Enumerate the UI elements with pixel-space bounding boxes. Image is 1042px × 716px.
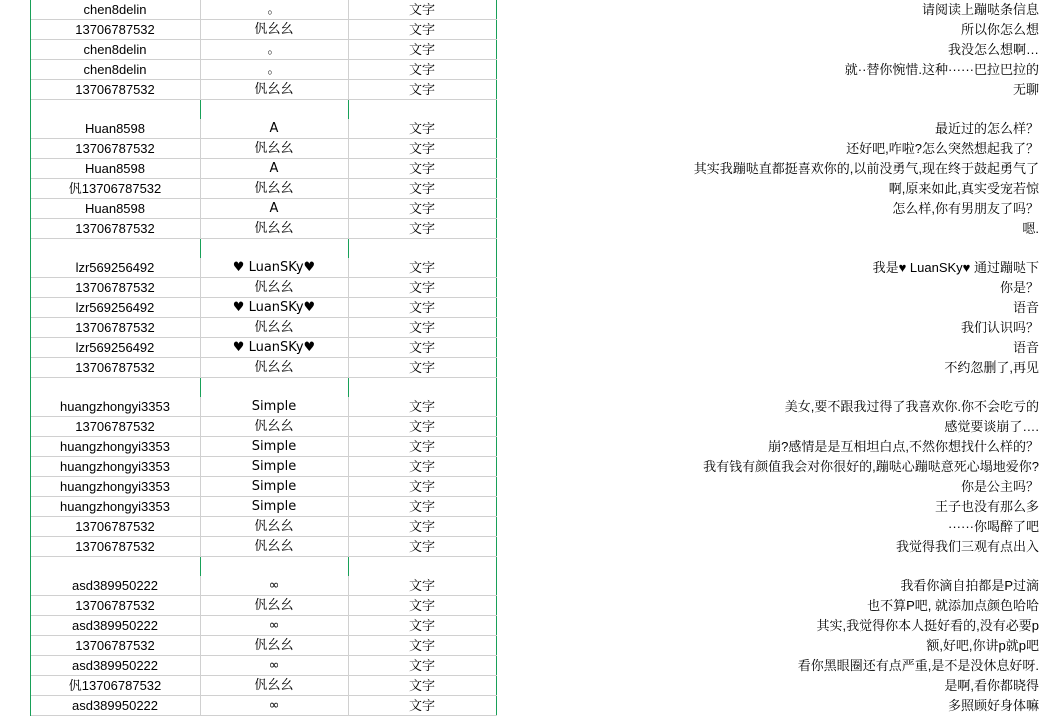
message-cell[interactable]: 我觉得我们三观有点出入 [496, 537, 1042, 557]
row-gutter-cell [0, 397, 30, 417]
spacer-cell [200, 239, 348, 259]
nickname-cell[interactable]: Simple [200, 397, 348, 417]
message-cell[interactable]: 崩?感情是是互相坦白点,不然你想找什么样的？ [496, 437, 1042, 457]
table-row[interactable] [0, 497, 1042, 517]
nickname-cell[interactable]: 𠆩幺幺 [200, 596, 348, 616]
contact-cell[interactable]: huangzhongyi3353 [30, 477, 200, 497]
message-cell[interactable]: 我们认识吗？ [496, 318, 1042, 338]
spacer-cell [0, 557, 30, 577]
table-row[interactable] [0, 636, 1042, 656]
message-cell[interactable]: 其实我蹦哒直都挺喜欢你的,以前没勇气,现在终于鼓起勇气了 [496, 159, 1042, 179]
message-cell[interactable]: 王子也没有那么多 [496, 497, 1042, 517]
table-spacer-row [0, 239, 1042, 259]
nickname-cell[interactable]: A [200, 199, 348, 219]
contact-cell[interactable]: 13706787532 [30, 278, 200, 298]
message-cell[interactable]: 感觉要谈崩了…. [496, 417, 1042, 437]
nickname-cell[interactable]: A [200, 159, 348, 179]
contact-cell[interactable]: lzr569256492 [30, 298, 200, 318]
nickname-cell[interactable]: Simple [200, 437, 348, 457]
message-type-cell[interactable]: 文字 [348, 437, 496, 457]
nickname-cell[interactable]: 𠆩幺幺 [200, 139, 348, 159]
spacer-cell [0, 100, 30, 120]
contact-cell[interactable]: huangzhongyi3353 [30, 437, 200, 457]
message-cell[interactable]: 我看你滴自拍都是P过滴 [496, 576, 1042, 596]
contact-cell[interactable]: asd389950222 [30, 576, 200, 596]
contact-cell[interactable]: lzr569256492 [30, 338, 200, 358]
table-spacer-row [0, 378, 1042, 398]
contact-cell[interactable]: 13706787532 [30, 596, 200, 616]
row-gutter-cell [0, 119, 30, 139]
message-type-cell[interactable]: 文字 [348, 179, 496, 199]
row-gutter-cell [0, 676, 30, 696]
contact-cell[interactable]: 13706787532 [30, 20, 200, 40]
message-type-cell[interactable]: 文字 [348, 119, 496, 139]
nickname-cell[interactable]: ♥ LuanSKy♥ [200, 298, 348, 318]
row-gutter-cell [0, 179, 30, 199]
row-gutter-cell [0, 497, 30, 517]
table-row[interactable] [0, 437, 1042, 457]
row-gutter-cell [0, 576, 30, 596]
spacer-cell [30, 557, 200, 577]
message-cell[interactable]: ······你喝醉了吧 [496, 517, 1042, 537]
message-type-cell[interactable]: 文字 [348, 576, 496, 596]
row-gutter-cell [0, 219, 30, 239]
spacer-cell [496, 378, 1042, 398]
message-type-cell[interactable]: 文字 [348, 596, 496, 616]
row-gutter-cell [0, 0, 30, 20]
table-spacer-row [0, 557, 1042, 577]
table-row[interactable] [0, 298, 1042, 318]
table-row[interactable] [0, 676, 1042, 696]
nickname-cell[interactable]: A [200, 119, 348, 139]
table-spacer-row [0, 100, 1042, 120]
table-row[interactable] [0, 656, 1042, 676]
table-row[interactable] [0, 179, 1042, 199]
message-type-cell[interactable]: 文字 [348, 60, 496, 80]
table-row[interactable] [0, 517, 1042, 537]
nickname-cell[interactable]: 𠆩幺幺 [200, 676, 348, 696]
message-cell[interactable]: 其实,我觉得你本人挺好看的,没有必要p [496, 616, 1042, 636]
table-row[interactable] [0, 139, 1042, 159]
message-type-cell[interactable]: 文字 [348, 517, 496, 537]
spacer-cell [348, 557, 496, 577]
nickname-cell[interactable]: 𠆩幺幺 [200, 517, 348, 537]
row-gutter-cell [0, 636, 30, 656]
row-gutter-cell [0, 358, 30, 378]
nickname-cell[interactable]: Simple [200, 497, 348, 517]
contact-cell[interactable]: 13706787532 [30, 417, 200, 437]
message-type-cell[interactable]: 文字 [348, 358, 496, 378]
spacer-cell [348, 378, 496, 398]
contact-cell[interactable]: huangzhongyi3353 [30, 397, 200, 417]
contact-cell[interactable]: chen8delin [30, 60, 200, 80]
contact-cell[interactable]: 𠆩13706787532 [30, 179, 200, 199]
message-type-cell[interactable]: 文字 [348, 258, 496, 278]
nickname-cell[interactable]: 。 [200, 40, 348, 60]
message-cell[interactable]: 语音 [496, 338, 1042, 358]
row-gutter-cell [0, 517, 30, 537]
contact-cell[interactable]: 13706787532 [30, 358, 200, 378]
message-cell[interactable]: 请阅读上蹦哒条信息 [496, 0, 1042, 20]
nickname-cell[interactable]: 𠆩幺幺 [200, 219, 348, 239]
nickname-cell[interactable]: 𠆩幺幺 [200, 80, 348, 100]
row-gutter-cell [0, 278, 30, 298]
nickname-cell[interactable]: 𠆩幺幺 [200, 20, 348, 40]
nickname-cell[interactable]: Simple [200, 477, 348, 497]
row-gutter-cell [0, 199, 30, 219]
table-row[interactable] [0, 159, 1042, 179]
nickname-cell[interactable]: 。 [200, 60, 348, 80]
message-type-cell[interactable]: 文字 [348, 40, 496, 60]
table-row[interactable] [0, 417, 1042, 437]
row-gutter-cell [0, 696, 30, 716]
spacer-cell [30, 239, 200, 259]
table-row[interactable] [0, 60, 1042, 80]
row-gutter-cell [0, 40, 30, 60]
message-cell[interactable]: 啊,原来如此,真实受宠若惊 [496, 179, 1042, 199]
contact-cell[interactable]: 13706787532 [30, 318, 200, 338]
message-cell[interactable]: 怎么样,你有男朋友了吗？ [496, 199, 1042, 219]
spacer-cell [30, 100, 200, 120]
contact-cell[interactable]: 13706787532 [30, 537, 200, 557]
table-row[interactable] [0, 576, 1042, 596]
row-gutter-cell [0, 656, 30, 676]
table-row[interactable] [0, 278, 1042, 298]
nickname-cell[interactable]: Simple [200, 457, 348, 477]
spacer-cell [200, 378, 348, 398]
message-cell[interactable]: 我有钱有颜值我会对你很好的,蹦哒心蹦哒意死心塌地爱你? [496, 457, 1042, 477]
row-gutter-cell [0, 457, 30, 477]
table-row[interactable] [0, 596, 1042, 616]
message-cell[interactable]: 嗯. [496, 219, 1042, 239]
message-cell[interactable]: 就··替你惋惜.这种······巴拉巴拉的 [496, 60, 1042, 80]
contact-cell[interactable]: 13706787532 [30, 139, 200, 159]
nickname-cell[interactable]: 𠆩幺幺 [200, 318, 348, 338]
row-gutter-cell [0, 318, 30, 338]
table-row[interactable] [0, 457, 1042, 477]
message-cell[interactable]: 看你黑眼圈还有点严重,是不是没休息好呀. [496, 656, 1042, 676]
table-row[interactable] [0, 20, 1042, 40]
row-gutter-cell [0, 616, 30, 636]
spacer-cell [348, 100, 496, 120]
table-row[interactable] [0, 219, 1042, 239]
message-type-cell[interactable]: 文字 [348, 338, 496, 358]
table-row[interactable] [0, 358, 1042, 378]
spacer-cell [200, 100, 348, 120]
nickname-cell[interactable]: 。 [200, 0, 348, 20]
spacer-cell [496, 557, 1042, 577]
table-row[interactable] [0, 119, 1042, 139]
message-type-cell[interactable]: 文字 [348, 278, 496, 298]
table-row[interactable] [0, 477, 1042, 497]
message-cell[interactable]: 语音 [496, 298, 1042, 318]
table-row[interactable] [0, 80, 1042, 100]
message-type-cell[interactable]: 文字 [348, 477, 496, 497]
row-gutter-cell [0, 596, 30, 616]
contact-cell[interactable]: asd389950222 [30, 696, 200, 716]
row-gutter-cell [0, 258, 30, 278]
spacer-cell [0, 239, 30, 259]
row-gutter-cell [0, 338, 30, 358]
message-type-cell[interactable]: 文字 [348, 0, 496, 20]
message-type-cell[interactable]: 文字 [348, 397, 496, 417]
row-gutter-cell [0, 60, 30, 80]
table-row[interactable] [0, 258, 1042, 278]
contact-cell[interactable]: Huan8598 [30, 199, 200, 219]
row-gutter-cell [0, 537, 30, 557]
message-cell[interactable]: 我没怎么想啊… [496, 40, 1042, 60]
row-gutter-cell [0, 159, 30, 179]
nickname-cell[interactable]: ♥ LuanSKy♥ [200, 338, 348, 358]
message-type-cell[interactable]: 文字 [348, 636, 496, 656]
message-cell[interactable]: 你是公主吗？ [496, 477, 1042, 497]
contact-cell[interactable]: 13706787532 [30, 80, 200, 100]
table-row[interactable] [0, 318, 1042, 338]
message-type-cell[interactable]: 文字 [348, 676, 496, 696]
message-type-cell[interactable]: 文字 [348, 656, 496, 676]
message-cell[interactable]: 不约忽删了,再见 [496, 358, 1042, 378]
row-gutter-cell [0, 417, 30, 437]
message-type-cell[interactable]: 文字 [348, 199, 496, 219]
spacer-cell [200, 557, 348, 577]
contact-cell[interactable]: huangzhongyi3353 [30, 457, 200, 477]
spacer-cell [0, 378, 30, 398]
message-cell[interactable]: 美女,要不跟我过得了我喜欢你.你不会吃亏的 [496, 397, 1042, 417]
message-type-cell[interactable]: 文字 [348, 537, 496, 557]
nickname-cell[interactable]: 𠆩幺幺 [200, 278, 348, 298]
table-row[interactable] [0, 0, 1042, 20]
contact-cell[interactable]: 𠆩13706787532 [30, 676, 200, 696]
nickname-cell[interactable]: 𠆩幺幺 [200, 179, 348, 199]
nickname-cell[interactable]: ∞ [200, 656, 348, 676]
message-cell[interactable]: 是啊,看你都晓得 [496, 676, 1042, 696]
message-cell[interactable]: 所以你怎么想 [496, 20, 1042, 40]
contact-cell[interactable]: 13706787532 [30, 517, 200, 537]
message-cell[interactable]: 最近过的怎么样？ [496, 119, 1042, 139]
nickname-cell[interactable]: ∞ [200, 576, 348, 596]
message-type-cell[interactable]: 文字 [348, 80, 496, 100]
contact-cell[interactable]: chen8delin [30, 0, 200, 20]
message-cell[interactable]: 无聊 [496, 80, 1042, 100]
message-cell[interactable]: 你是？ [496, 278, 1042, 298]
row-gutter-cell [0, 80, 30, 100]
message-type-cell[interactable]: 文字 [348, 139, 496, 159]
message-type-cell[interactable]: 文字 [348, 616, 496, 636]
table-row[interactable] [0, 199, 1042, 219]
table-row[interactable] [0, 338, 1042, 358]
nickname-cell[interactable]: ∞ [200, 696, 348, 716]
nickname-cell[interactable]: ∞ [200, 616, 348, 636]
contact-cell[interactable]: Huan8598 [30, 159, 200, 179]
message-type-cell[interactable]: 文字 [348, 696, 496, 716]
table-row[interactable] [0, 537, 1042, 557]
row-gutter-cell [0, 139, 30, 159]
table-row[interactable] [0, 397, 1042, 417]
table-row[interactable] [0, 696, 1042, 716]
row-gutter-cell [0, 20, 30, 40]
contact-cell[interactable]: asd389950222 [30, 656, 200, 676]
message-cell[interactable]: 还好吧,咋啦?怎么突然想起我了？ [496, 139, 1042, 159]
contact-cell[interactable]: asd389950222 [30, 616, 200, 636]
contact-cell[interactable]: lzr569256492 [30, 258, 200, 278]
spacer-cell [496, 100, 1042, 120]
message-type-cell[interactable]: 文字 [348, 417, 496, 437]
message-type-cell[interactable]: 文字 [348, 219, 496, 239]
message-type-cell[interactable]: 文字 [348, 497, 496, 517]
row-gutter-cell [0, 477, 30, 497]
nickname-cell[interactable]: 𠆩幺幺 [200, 417, 348, 437]
spacer-cell [30, 378, 200, 398]
table-row[interactable] [0, 616, 1042, 636]
contact-cell[interactable]: chen8delin [30, 40, 200, 60]
row-gutter-cell [0, 298, 30, 318]
contact-cell[interactable]: 13706787532 [30, 636, 200, 656]
spacer-cell [496, 239, 1042, 259]
table-row[interactable] [0, 40, 1042, 60]
message-type-cell[interactable]: 文字 [348, 318, 496, 338]
message-type-cell[interactable]: 文字 [348, 298, 496, 318]
message-cell[interactable]: 额,好吧,你讲p就p吧 [496, 636, 1042, 656]
message-cell[interactable]: 我是♥ LuanSKy♥ 通过蹦哒下 [496, 258, 1042, 278]
contact-cell[interactable]: Huan8598 [30, 119, 200, 139]
message-cell[interactable]: 多照顾好身体嘛 [496, 696, 1042, 716]
spacer-cell [348, 239, 496, 259]
nickname-cell[interactable]: 𠆩幺幺 [200, 636, 348, 656]
nickname-cell[interactable]: 𠆩幺幺 [200, 358, 348, 378]
message-cell[interactable]: 也不算P吧, 就添加点颜色哈哈 [496, 596, 1042, 616]
row-gutter-cell [0, 437, 30, 457]
contact-cell[interactable]: 13706787532 [30, 219, 200, 239]
nickname-cell[interactable]: 𠆩幺幺 [200, 537, 348, 557]
contact-cell[interactable]: huangzhongyi3353 [30, 497, 200, 517]
message-type-cell[interactable]: 文字 [348, 159, 496, 179]
message-type-cell[interactable]: 文字 [348, 457, 496, 477]
nickname-cell[interactable]: ♥ LuanSKy♥ [200, 258, 348, 278]
message-type-cell[interactable]: 文字 [348, 20, 496, 40]
